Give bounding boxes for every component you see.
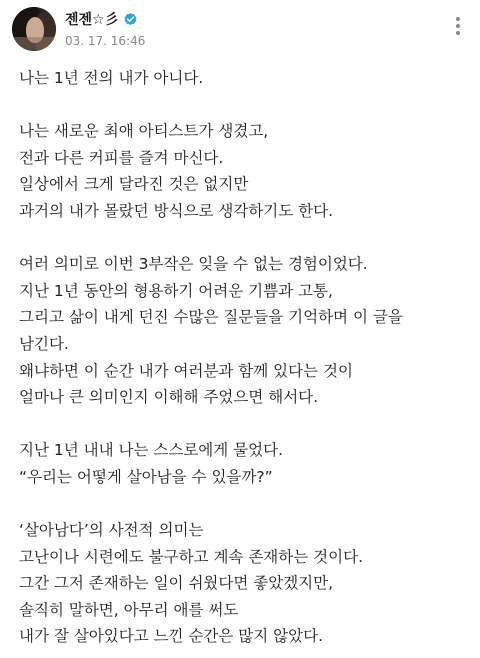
post-header: [0, 0, 480, 58]
post-line: 고난이나 시련에도 불구하고 계속 존재하는 것이다.: [19, 547, 363, 566]
more-dot: [456, 17, 460, 21]
post-line: 남긴다.: [19, 334, 69, 353]
post-line: 여러 의미로 이번 3부작은 잊을 수 없는 경험이었다.: [19, 255, 368, 274]
post-body: [19, 65, 467, 650]
avatar-shoulder: [12, 37, 56, 51]
post-line: “우리는 어떻게 살아남을 수 있을까?”: [19, 467, 273, 486]
post-line: 그리고 삶이 내게 던진 수많은 질문들을 기억하며 이 글을: [19, 308, 403, 327]
verified-check-icon: [123, 12, 138, 27]
post-blank-line: [19, 92, 467, 119]
post-line: 전과 다른 커피를 즐겨 마신다.: [19, 148, 224, 167]
post-line: 그간 그저 존재하는 일이 쉬웠다면 좋았겠지만,: [19, 574, 334, 593]
post-blank-line: [19, 225, 467, 252]
post-line: 나는 1년 전의 내가 아니다.: [19, 69, 204, 87]
more-options-icon[interactable]: [446, 15, 470, 41]
post-line: 과거의 내가 몰랐던 방식으로 생각하기도 한다.: [19, 201, 334, 220]
post-blank-line: [19, 491, 467, 518]
post-timestamp: 03. 17. 16:46: [65, 34, 146, 48]
more-dot: [456, 31, 460, 35]
author-name[interactable]: 젠젠☆彡: [65, 12, 119, 28]
author-avatar[interactable]: [12, 7, 56, 51]
post-line: 나는 새로운 최애 아티스트가 생겼고,: [19, 122, 269, 141]
post-line: 얼마나 큰 의미인지 이해해 주었으면 해서다.: [19, 388, 319, 407]
post-line: 왜냐하면 이 순간 내가 여러분과 함께 있다는 것이: [19, 361, 353, 380]
more-dot: [456, 24, 460, 28]
post-blank-line: [19, 411, 467, 438]
post-line: 지난 1년 내내 나는 스스로에게 물었다.: [19, 441, 284, 460]
post-line: ‘살아남다’의 사전적 의미는: [19, 521, 204, 540]
post-line: 내가 잘 살아있다고 느낀 순간은 많지 않았다.: [19, 627, 324, 646]
post-line: 솔직히 말하면, 아무리 애를 써도: [19, 600, 239, 619]
post-line: 일상에서 크게 달라진 것은 없지만: [19, 175, 249, 194]
post-line: 지난 1년 동안의 형용하기 어려운 기쁨과 고통,: [19, 281, 333, 300]
